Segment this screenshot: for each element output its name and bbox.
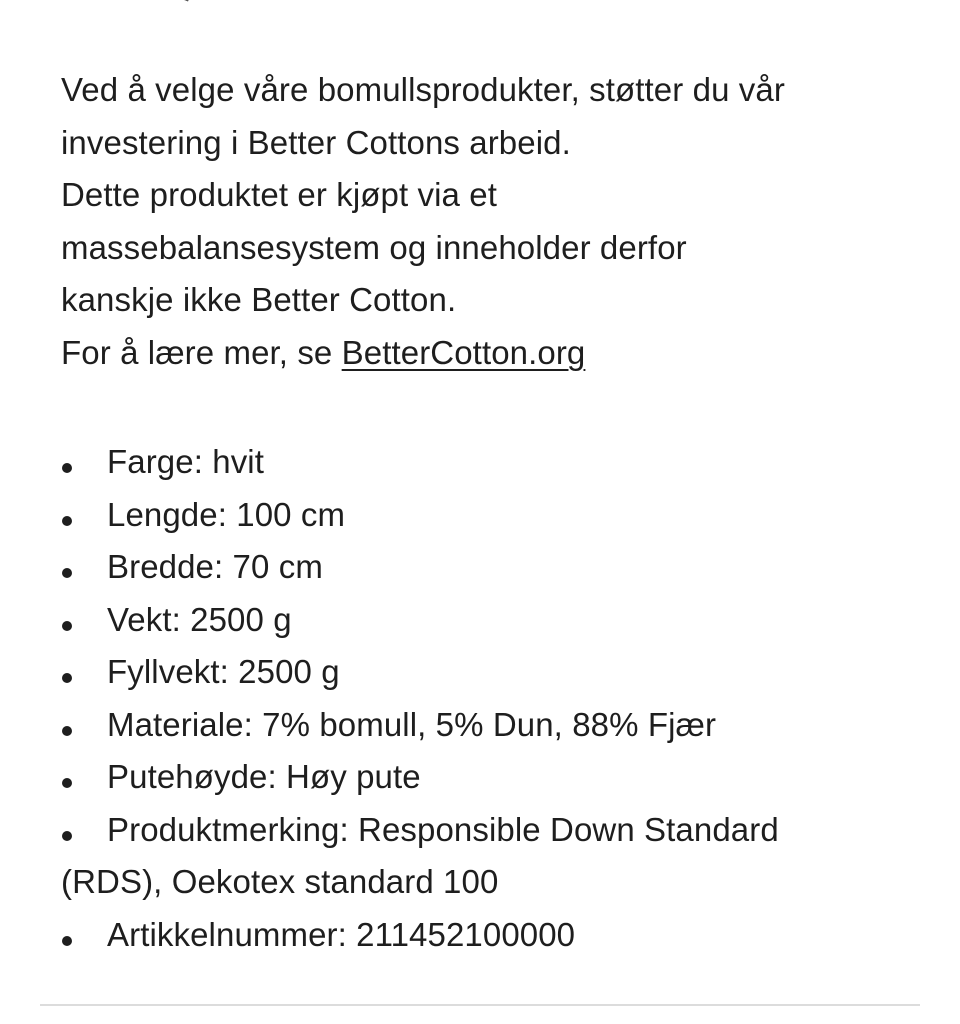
- description-line: massebalansesystem og inneholder derfor: [61, 228, 687, 266]
- learn-more-line: [61, 327, 901, 380]
- spec-text: Fyllvekt: 2500 g: [107, 653, 340, 690]
- spec-item-length: [61, 489, 901, 542]
- spec-item-certification: [61, 804, 901, 909]
- description-line: Ved å velge våre bomullsprodukter, støtter du vår: [61, 71, 785, 108]
- spec-text: Produktmerking: Responsible Down Standard: [107, 810, 779, 848]
- truncated-glyph-fragment: [179, 0, 192, 1]
- spec-item-weight: [61, 594, 901, 647]
- spec-item-fill-weight: [61, 646, 901, 699]
- better-cotton-link[interactable]: BetterCotton.org: [341, 333, 586, 371]
- spec-text: Artikkelnummer: 211452100000: [107, 915, 576, 953]
- description-line: Dette produktet er kjøpt via et: [61, 176, 497, 213]
- spec-item-article-number: [61, 909, 901, 962]
- spec-text: Farge: hvit: [107, 443, 264, 480]
- spec-text: Vekt: 2500 g: [107, 600, 292, 638]
- spec-item-material: [61, 699, 901, 752]
- spec-item-width: [61, 541, 901, 594]
- section-divider: [40, 1004, 920, 1006]
- spec-text: Bredde: 70 cm: [107, 548, 323, 585]
- description-line: kanskje ikke Better Cotton.: [61, 281, 457, 318]
- spec-text: Lengde: 100 cm: [107, 495, 346, 533]
- learn-more-prefix: For å lære mer, se: [61, 333, 342, 371]
- better-cotton-paragraph: [61, 64, 901, 379]
- spec-text-continuation: (RDS), Oekotex standard 100: [61, 863, 499, 900]
- spec-list: [61, 436, 901, 961]
- spec-text: Materiale: 7% bomull, 5% Dun, 88% Fjær: [107, 705, 717, 743]
- description-line: investering i Better Cottons arbeid.: [61, 123, 571, 161]
- spec-item-color: [61, 436, 901, 489]
- section-spacer: [61, 379, 901, 436]
- spec-text: Putehøyde: Høy pute: [107, 758, 421, 795]
- product-description: [61, 64, 901, 961]
- spec-item-pillow-height: [61, 751, 901, 804]
